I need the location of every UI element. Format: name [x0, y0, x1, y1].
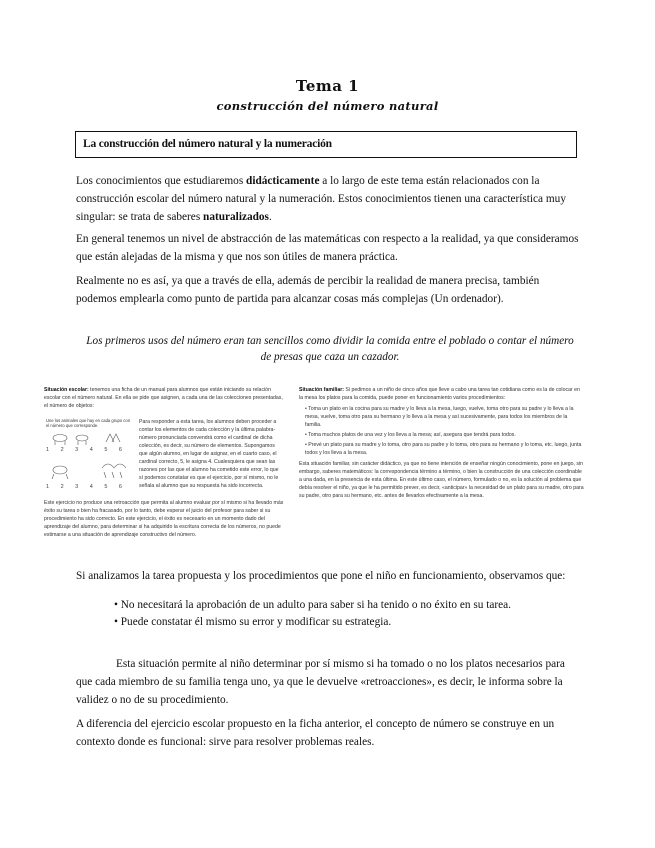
figure-right-heading: Situación familiar: — [299, 387, 344, 393]
sketch-animal — [53, 435, 67, 442]
figure-left-middle: Para responder a esta tarea, los alumnos deben proceder a contar los elementos de cada colección y la última palabra-número pronunciada convendrá como el cardinal de dicha colección, es decir, su número de elementos. Supongamos que algún alumno, en lugar de asignar, en el cuarto caso, el cardinal correcto, 5, le asigna 4. Cualesquiera que sean las razones por las que el alumno ha cometido este error, lo que sí podemos constatar es que el ejercicio, por sí mismo, no le señala al alumno que su respuesta ha sido incorrecta. — [139, 419, 279, 489]
sketch-animal — [76, 435, 88, 441]
figure-right-bullet: • Toma un plato en la cocina para su madre y lo lleva a la mesa, luego, vuelve, toma otro para su padre y lo lleva a la mesa, vuelve, toma otro para su hermano y lo lleva a la mesa y así sucesivamente, para todos los miembros de la familia. — [305, 406, 574, 428]
intro-p1-bold-b: naturalizados — [203, 211, 269, 223]
figure-left-intro — [44, 386, 284, 410]
intro-paragraph-2: En general tenemos un nivel de abstracción de las matemáticas con respecto a la realidad, ya que consideramos que están alejadas de la misma y que nos son útiles de manera práctica. — [76, 233, 579, 263]
sketch-animal — [53, 466, 67, 474]
figure-right-bullet-text: Toma muchos platos de una vez y los lleva a la mesa; así, asegura que tendrá para todos. — [308, 432, 516, 438]
analysis-final-paragraph: A diferencia del ejercicio escolar propuesto en la ficha anterior, el concepto de número se construye en un contexto donde es funcional: sirve para resolver problemas reales. — [76, 718, 555, 748]
quote-paragraph: Los primeros usos del número eran tan sencillos como dividir la comida entre el poblado o contar el número de presas que caza un cazador. — [86, 335, 574, 363]
section-heading-box — [75, 131, 577, 158]
analysis-intro: Si analizamos la tarea propuesta y los procedimientos que pone el niño en funcionamiento, observamos que: — [76, 570, 566, 582]
intro-p1-text-c: . — [268, 211, 272, 223]
intro-paragraph-1 — [76, 172, 581, 226]
section-heading: La construcción del número natural y la numeración — [83, 138, 332, 150]
figure-right-bullet: • Prevé un plato para su madre y lo toma, otro para su padre y lo toma, otro para su hermano y lo toma, etc. luego, junta todos y los lleva a la mesa. — [305, 442, 582, 456]
page-title: Tema 1 — [295, 77, 360, 95]
figure-right-intro — [299, 386, 584, 402]
textbook-figure — [44, 386, 584, 546]
page-subtitle: construcción del número natural — [216, 99, 439, 113]
intro-p1-text-a: Los conocimientos que estudiaremos — [76, 175, 247, 187]
figure-right-bottom: Esta situación familiar, sin carácter didáctico, ya que no tiene intención de enseñar ningún conocimiento, pone en juego, sin embargo, saberes matemáticos: la correspondencia término a término, o bien la construcción de una colección coordinable a una dada, en la presencia de esta última. En este último caso, el número, formulado o no, es la solución al problema que debía resolver el niño, ya que le ha permitido prever, es decir, «anticipar» la necesidad de un plato para su madre, otro para su padre, otro para su hermano, etc. antes de llevarlos efectivamente a la mesa. — [299, 461, 584, 499]
figure-left-heading: Situación escolar: — [44, 387, 89, 393]
analysis-situation-paragraph: Esta situación permite al niño determinar por sí mismo si ha tomado o no los platos necesarios para que cada miembro de su familia tenga uno, ya que le devuelve «retroacciones», es decir, le informa sobre la validez o no de su procedimiento. — [76, 658, 565, 706]
figure-left-bottom: Este ejercicio no produce una retroacción que permita al alumno evaluar por sí mismo si ha llevado más éxito su tarea o bien ha fracasado, por lo tanto, debe esperar el juicio del profesor para saber si su procedimiento ha sido correcto. En este ejercicio, el éxito es necesario en un momento dado del aprendizaje del alumno, para determinar si ha adquirido la escritura correcta de los números, no puede estimarse a una situación de aprendizaje constructivo del número. — [44, 500, 284, 538]
sketch-legs — [104, 472, 122, 478]
intro-p1-text-b: a lo largo de este tema están relacionados con la construcción escolar del número natural y la numeración. Estos conocimientos tienen una característica muy singular: se trata de saberes — [76, 175, 566, 223]
figure-right-column — [299, 386, 584, 500]
analysis-bullet: • No necesitará la aprobación de un adulto para saber si ha tenido o no éxito en su tarea. — [114, 599, 512, 611]
sketch-legs — [52, 474, 68, 479]
intro-p1-bold-a: didácticamente — [246, 175, 320, 187]
figure-left-caption: Une los animales que hay en cada grupo con el número que corresponde. — [46, 418, 131, 428]
intro-paragraph-3: Realmente no es así, ya que a través de ella, además de percibir la realidad de manera precisa, también podemos emplearla como punto de partida para alcanzar cosas más complejas (Un ordenador). — [76, 275, 540, 305]
figure-left-intro-text: tenemos una ficha de un manual para alumnos que están iniciando su relación escolar con el número natural. En ella se pide que asignen, a cada una de las colecciones presentadas, el número de objetos: — [44, 387, 283, 409]
figure-left-column — [44, 386, 284, 538]
sketch-group — [102, 464, 126, 468]
animal-sketches — [46, 430, 132, 486]
analysis-bullet-list — [114, 597, 511, 631]
figure-right-bullet: • Toma muchos platos de una vez y los lleva a la mesa; así, asegura que tendrá para todos. — [305, 432, 516, 438]
analysis-bullet: • Puede constatar él mismo su error y modificar su estrategia. — [114, 616, 392, 628]
sketch-birds — [106, 434, 120, 442]
figure-right-intro-text: Si pedimos a un niño de cinco años que lleve a cabo una tarea tan cotidiana como es la de colocar en la mesa los platos para la comida, puede poner en funcionamiento varios procedimientos: — [299, 387, 580, 401]
number-line-top: 1 2 3 4 5 6 — [46, 447, 127, 453]
number-line-bottom: 1 2 3 4 5 6 — [46, 484, 127, 490]
figure-right-bullet-text: Prevé un plato para su madre y lo toma, otro para su padre y lo toma, otro para su hermano y lo toma, etc. luego, junta todos y los lleva a la mesa. — [305, 442, 582, 456]
figure-right-bullet-text: Toma un plato en la cocina para su madre y lo lleva a la mesa, luego, vuelve, toma otro para su padre y lo lleva a la mesa, vuelve, toma otro para su hermano y lo lleva a la mesa y así sucesivamente, para todos los miembros de la familia. — [305, 406, 574, 428]
